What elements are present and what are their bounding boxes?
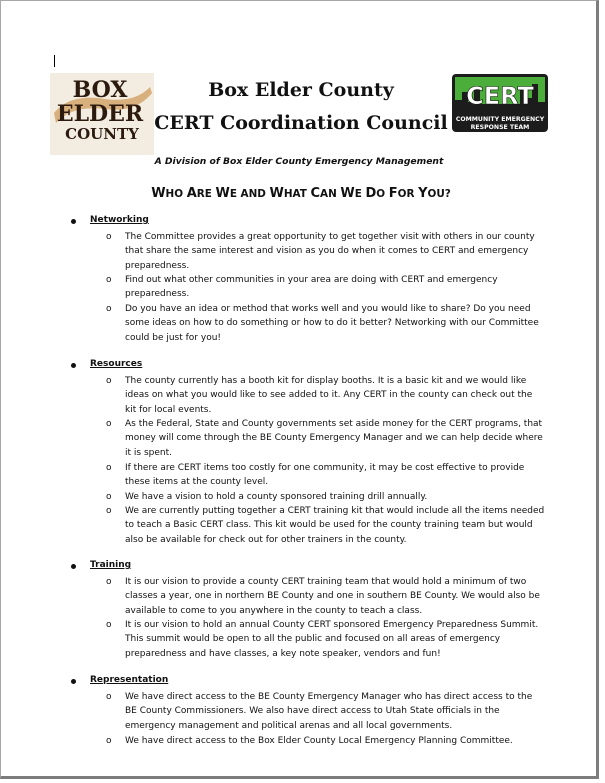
- list-item: [106, 690, 546, 733]
- logo-text-elder: ELDER: [56, 101, 144, 127]
- headline-part: C: [310, 186, 321, 201]
- list-item: [106, 618, 546, 661]
- sub-bullet-icon: o: [106, 620, 112, 630]
- sub-bullet-icon: o: [106, 304, 112, 314]
- sub-bullet-icon: o: [106, 275, 112, 285]
- list-item-text: It is our vision to provide a county CERT training team that would hold a minimum of two classes a year, one in northern BE County and one in southern BE County. We would also be available to come to you anywhere in the county to teach a class.: [125, 577, 540, 616]
- headline-part: A: [186, 186, 197, 201]
- list-item: [106, 504, 546, 547]
- sub-bullet-icon: o: [106, 506, 112, 516]
- section-bullet: [71, 363, 76, 368]
- cert-logo: [452, 74, 548, 132]
- list-item-text: Find out what other communities in your area are doing with CERT and emergency preparedness.: [125, 275, 498, 300]
- headline-part: OU?: [427, 188, 451, 200]
- page-headline: [61, 186, 541, 201]
- headline-part: HAT: [283, 188, 311, 200]
- sub-bullet-icon: o: [106, 577, 112, 587]
- org-title: Box Elder County: [208, 79, 394, 101]
- section-title-networking: Networking: [90, 215, 149, 225]
- list-item: [106, 302, 546, 345]
- headline-part: AN: [320, 188, 341, 200]
- list-item: [106, 461, 546, 490]
- list-item-text: If there are CERT items too costly for one community, it may be cost effective to provide these items at the county level.: [125, 463, 525, 488]
- headline-part: E: [354, 188, 366, 200]
- logo-text-county: COUNTY: [65, 125, 139, 143]
- sub-bullet-icon: o: [106, 376, 112, 386]
- cert-logo-word: CERT: [466, 82, 534, 110]
- list-item: [106, 490, 546, 504]
- headline-part: W: [340, 186, 355, 201]
- council-title: CERT Coordination Council: [154, 112, 448, 134]
- list-item-text: We have a vision to hold a county sponsored training drill annually.: [125, 492, 428, 502]
- headline-part: W: [215, 186, 230, 201]
- list-item-text: The county currently has a booth kit for display booths. It is a basic kit and we would like ideas on what you would like to see added to it. Any CERT in the county can check out the kit for local events.: [125, 376, 533, 415]
- sub-bullet-icon: o: [106, 419, 112, 429]
- list-item-text: The Committee provides a great opportunity to get together visit with others in our county that share the same interest and vision as you do when it comes to CERT and emergency preparedness.: [125, 232, 535, 271]
- headline-part: F: [388, 186, 398, 201]
- list-item-text: Do you have an idea or method that works well and you would like to share? Do you need some ideas on how to do something or how to do it better? Networking with our Committee could be just for you!: [125, 304, 539, 343]
- section-bullet: [71, 219, 76, 224]
- headline-part: W: [151, 186, 166, 201]
- headline-part: RE: [196, 188, 216, 200]
- sub-bullet-icon: o: [106, 463, 112, 473]
- text-cursor: [54, 55, 55, 67]
- division-subtitle: A Division of Box Elder County Emergency Management: [154, 156, 444, 167]
- headline-part: HO: [165, 188, 187, 200]
- list-item: [106, 734, 546, 748]
- section-title-representation: Representation: [90, 675, 169, 685]
- headline-part: E AND: [229, 188, 270, 200]
- headline-part: D: [365, 186, 377, 201]
- headline-part: OR: [397, 188, 419, 200]
- list-item: [106, 230, 546, 273]
- list-item: [106, 273, 546, 302]
- cert-logo-sub2: RESPONSE TEAM: [470, 124, 530, 131]
- list-item: [106, 374, 546, 417]
- section-title-training: Training: [90, 560, 132, 570]
- headline-part: O: [376, 188, 389, 200]
- section-bullet: [71, 679, 76, 684]
- sub-bullet-icon: o: [106, 492, 112, 502]
- section-bullet: [71, 564, 76, 569]
- list-item-text: We have direct access to the Box Elder County Local Emergency Planning Committee.: [125, 736, 513, 746]
- list-item-text: It is our vision to hold an annual County CERT sponsored Emergency Preparedness Summit. This summit would be open to all the public and focused on all areas of emergency preparedness and have classes, a key note speaker, vendors and fun!: [125, 620, 539, 659]
- section-title-resources: Resources: [90, 359, 143, 369]
- headline-part: W: [269, 186, 284, 201]
- cert-logo-sub1: COMMUNITY EMERGENCY: [455, 116, 545, 123]
- headline-part: Y: [418, 186, 428, 201]
- list-item-text: We have direct access to the BE County Emergency Manager who has direct access to the BE County Commissioners. We also have direct access to Utah State officials in the emergency management and political arenas and all local governments.: [125, 692, 533, 731]
- sub-bullet-icon: o: [106, 692, 112, 702]
- list-item: [106, 417, 546, 460]
- sub-bullet-icon: o: [106, 232, 112, 242]
- list-item-text: We are currently putting together a CERT training kit that would include all the items needed to teach a Basic CERT class. This kit would be used for the county training team but would also be available for check out for other trainers in the county.: [125, 506, 545, 545]
- logo-text-box: BOX: [72, 77, 128, 103]
- list-item-text: As the Federal, State and County governments set aside money for the CERT programs, that money will come through the BE County Emergency Manager and we can help decide where it is spent.: [125, 419, 543, 458]
- sub-bullet-icon: o: [106, 736, 112, 746]
- box-elder-county-logo: [50, 73, 154, 155]
- list-item: [106, 575, 546, 618]
